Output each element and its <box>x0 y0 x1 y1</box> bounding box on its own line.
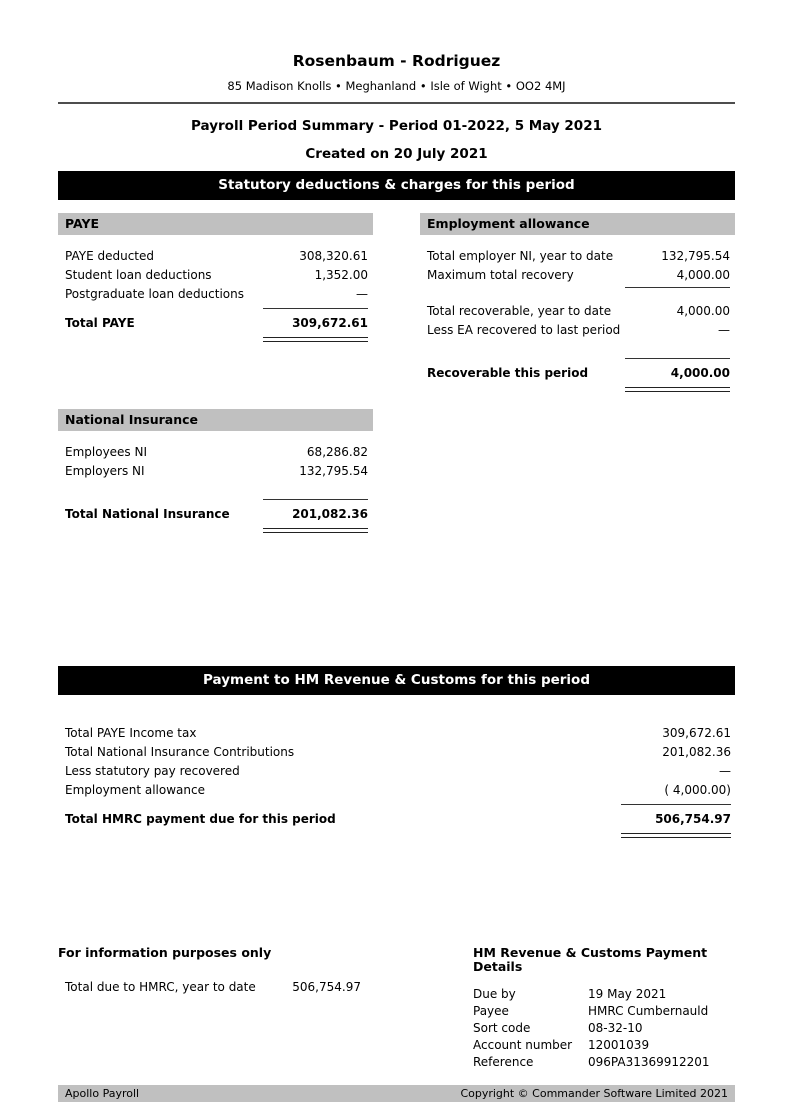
table-row <box>427 321 730 340</box>
detail-label: Due by <box>473 987 516 1001</box>
row-value: ( 4,000.00) <box>664 783 731 797</box>
total-double-rule <box>263 528 368 533</box>
row-label: Total PAYE <box>65 316 135 330</box>
total-double-rule <box>263 337 368 342</box>
table-row <box>65 724 731 743</box>
footer-copyright: Copyright © Commander Software Limited 2021 <box>460 1087 728 1100</box>
row-value: 132,795.54 <box>299 464 368 478</box>
total-row <box>65 810 731 829</box>
detail-row <box>473 1020 735 1037</box>
total-row <box>65 314 368 333</box>
payment-details-section <box>473 946 735 1071</box>
detail-value: HMRC Cumbernauld <box>588 1004 709 1018</box>
right-column <box>420 213 735 533</box>
row-value: — <box>356 287 368 301</box>
detail-value: 19 May 2021 <box>588 987 667 1001</box>
row-value: 4,000.00 <box>676 268 730 282</box>
detail-row <box>473 1003 735 1020</box>
hmrc-payment-banner: Payment to HM Revenue & Customs for this period <box>58 666 735 695</box>
total-rule <box>263 308 368 309</box>
row-value: 506,754.97 <box>655 812 731 826</box>
row-label: Employment allowance <box>65 783 205 797</box>
employment-allowance-rows <box>420 247 735 392</box>
information-heading: For information purposes only <box>58 945 272 960</box>
payment-details-rows <box>473 986 735 1071</box>
total-rule <box>625 358 730 359</box>
document-title: Payroll Period Summary - Period 01-2022, 5 May 2021 <box>191 118 602 134</box>
hmrc-payment-section <box>58 712 735 838</box>
statutory-deductions-banner: Statutory deductions & charges for this period <box>58 171 735 200</box>
hmrc-payment-rows <box>58 724 735 838</box>
detail-label: Payee <box>473 1004 509 1018</box>
total-double-rule <box>621 833 731 838</box>
detail-value: 08-32-10 <box>588 1021 643 1035</box>
spacer <box>427 340 730 354</box>
table-row <box>65 781 731 800</box>
row-label: Less EA recovered to last period <box>427 323 621 337</box>
total-row <box>65 505 368 524</box>
row-value: 4,000.00 <box>670 366 730 380</box>
row-value: 68,286.82 <box>306 445 368 459</box>
row-label: Total employer NI, year to date <box>427 249 614 263</box>
payment-details-heading: HM Revenue & Customs Payment Details <box>473 945 708 974</box>
spacer <box>427 288 730 302</box>
table-row <box>58 978 373 997</box>
row-label: Total HMRC payment due for this period <box>65 812 336 826</box>
total-double-rule <box>625 387 730 392</box>
row-label: PAYE deducted <box>65 249 154 263</box>
total-rule <box>263 499 368 500</box>
detail-label: Account number <box>473 1038 573 1052</box>
row-value: 309,672.61 <box>292 316 368 330</box>
header-divider <box>58 102 735 104</box>
total-rule <box>621 804 731 805</box>
row-value: 132,795.54 <box>661 249 730 263</box>
row-label: Employees NI <box>65 445 148 459</box>
detail-value: 096PA31369912201 <box>588 1055 710 1069</box>
information-section <box>58 946 373 1071</box>
table-row <box>427 266 730 285</box>
row-value: — <box>718 323 730 337</box>
row-value: — <box>719 764 731 778</box>
row-label: Student loan deductions <box>65 268 212 282</box>
row-value: 4,000.00 <box>676 304 730 318</box>
table-row <box>65 462 368 481</box>
total-row <box>427 364 730 383</box>
bottom-info-area <box>58 946 735 1071</box>
company-address: 85 Madison Knolls • Meghanland • Isle of Wight • OO2 4MJ <box>227 79 566 93</box>
created-date: Created on 20 July 2021 <box>305 146 488 162</box>
detail-row <box>473 1054 735 1071</box>
row-value: 1,352.00 <box>314 268 368 282</box>
national-insurance-rows <box>58 443 373 533</box>
table-row <box>65 266 368 285</box>
row-value: 201,082.36 <box>662 745 731 759</box>
footer-app-name: Apollo Payroll <box>65 1087 140 1100</box>
paye-section-heading: PAYE <box>58 213 373 235</box>
report-header <box>58 52 735 162</box>
detail-label: Sort code <box>473 1021 531 1035</box>
table-row <box>65 762 731 781</box>
row-label: Employers NI <box>65 464 145 478</box>
table-row <box>427 302 730 321</box>
row-label: Total due to HMRC, year to date <box>65 980 256 994</box>
row-label: Less statutory pay recovered <box>65 764 240 778</box>
row-label: Total PAYE Income tax <box>65 726 197 740</box>
table-row <box>65 285 368 304</box>
detail-value: 12001039 <box>588 1038 650 1052</box>
row-label: Total recoverable, year to date <box>427 304 612 318</box>
row-label: Maximum total recovery <box>427 268 574 282</box>
employment-allowance-heading: Employment allowance <box>420 213 735 235</box>
paye-section <box>58 213 373 342</box>
detail-row <box>473 986 735 1003</box>
row-value: 308,320.61 <box>299 249 368 263</box>
row-label: Recoverable this period <box>427 366 589 380</box>
row-value: 201,082.36 <box>292 507 368 521</box>
national-insurance-section <box>58 409 373 533</box>
table-row <box>427 247 730 266</box>
row-label: Total National Insurance <box>65 507 230 521</box>
detail-label: Reference <box>473 1055 534 1069</box>
paye-rows <box>58 247 373 342</box>
company-name: Rosenbaum - Rodriguez <box>292 52 501 70</box>
left-column <box>58 213 373 533</box>
row-label: Total National Insurance Contributions <box>65 745 295 759</box>
statutory-columns <box>58 213 735 533</box>
row-value: 506,754.97 <box>292 980 361 994</box>
row-value: 309,672.61 <box>662 726 731 740</box>
national-insurance-heading: National Insurance <box>58 409 373 431</box>
table-row <box>65 443 368 462</box>
row-label: Postgraduate loan deductions <box>65 287 244 301</box>
employment-allowance-section <box>420 213 735 392</box>
spacer <box>65 481 368 495</box>
table-row <box>65 247 368 266</box>
table-row <box>65 743 731 762</box>
detail-row <box>473 1037 735 1054</box>
footer-bar <box>58 1085 735 1102</box>
